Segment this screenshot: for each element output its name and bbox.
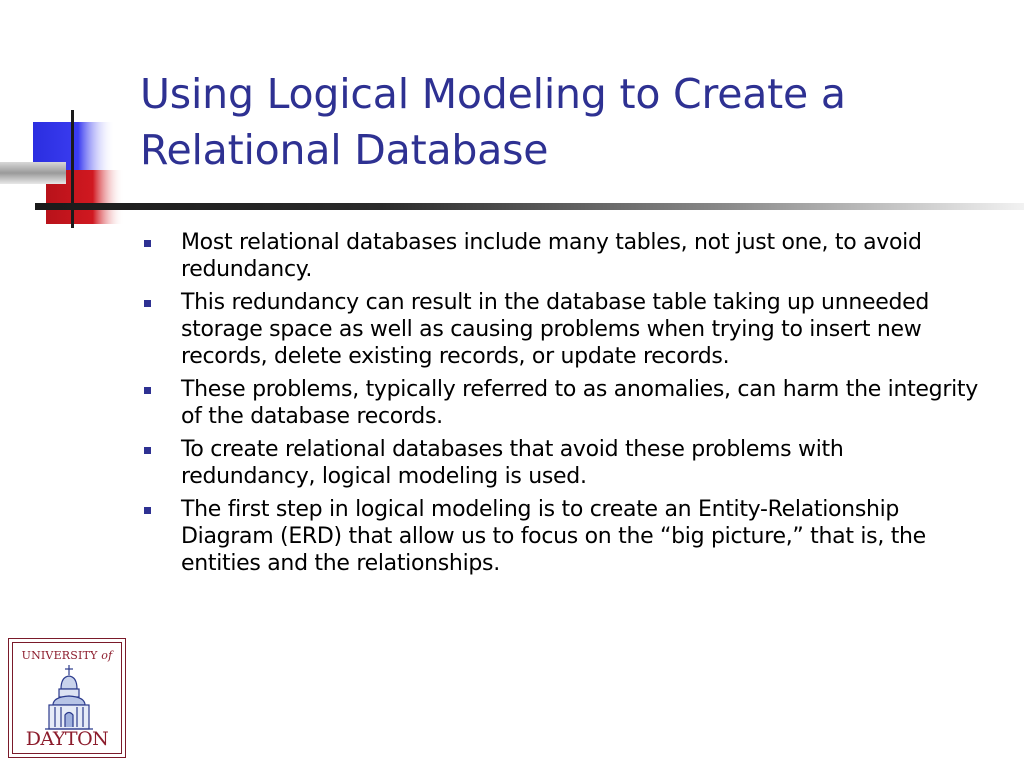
logo-dayton-text: DAYTON <box>25 728 109 750</box>
bullet-item <box>144 376 984 430</box>
square-bullet-icon <box>144 240 151 247</box>
bullet-item <box>144 229 984 283</box>
title-rule <box>35 203 1024 210</box>
bullet-text: These problems, typically referred to as anomalies, can harm the integrity of the database records. <box>181 377 978 429</box>
university-logo <box>8 638 126 758</box>
bullet-text: To create relational databases that avoid these problems with redundancy, logical modeling is used. <box>181 437 844 489</box>
corner-decoration <box>0 100 130 235</box>
bullet-text: Most relational databases include many tables, not just one, to avoid redundancy. <box>181 230 922 282</box>
grey-bar <box>0 162 66 184</box>
logo-university-text <box>13 649 121 662</box>
square-bullet-icon <box>144 447 151 454</box>
bullet-item <box>144 289 984 370</box>
page-title <box>140 66 1000 178</box>
bullet-text: The first step in logical modeling is to create an Entity-Relationship Diagram (ERD) that allow us to focus on the “big picture,” that is, the entities and the relationships. <box>181 497 926 576</box>
vertical-line <box>71 110 74 228</box>
logo-of-word: of <box>101 649 113 662</box>
title-line-1: Using Logical Modeling to Create a <box>140 70 846 118</box>
square-bullet-icon <box>144 507 151 514</box>
bullet-item <box>144 496 984 577</box>
logo-university-word: UNIVERSITY <box>21 649 98 662</box>
logo-frame <box>12 642 122 754</box>
square-bullet-icon <box>144 300 151 307</box>
bullet-text: This redundancy can result in the database table taking up unneeded storage space as well as causing problems when trying to insert new records, delete existing records, or update records. <box>181 290 930 369</box>
bullet-item <box>144 436 984 490</box>
chapel-dome-icon <box>41 665 97 731</box>
square-bullet-icon <box>144 387 151 394</box>
title-line-2: Relational Database <box>140 126 549 174</box>
bullet-list <box>144 229 984 583</box>
